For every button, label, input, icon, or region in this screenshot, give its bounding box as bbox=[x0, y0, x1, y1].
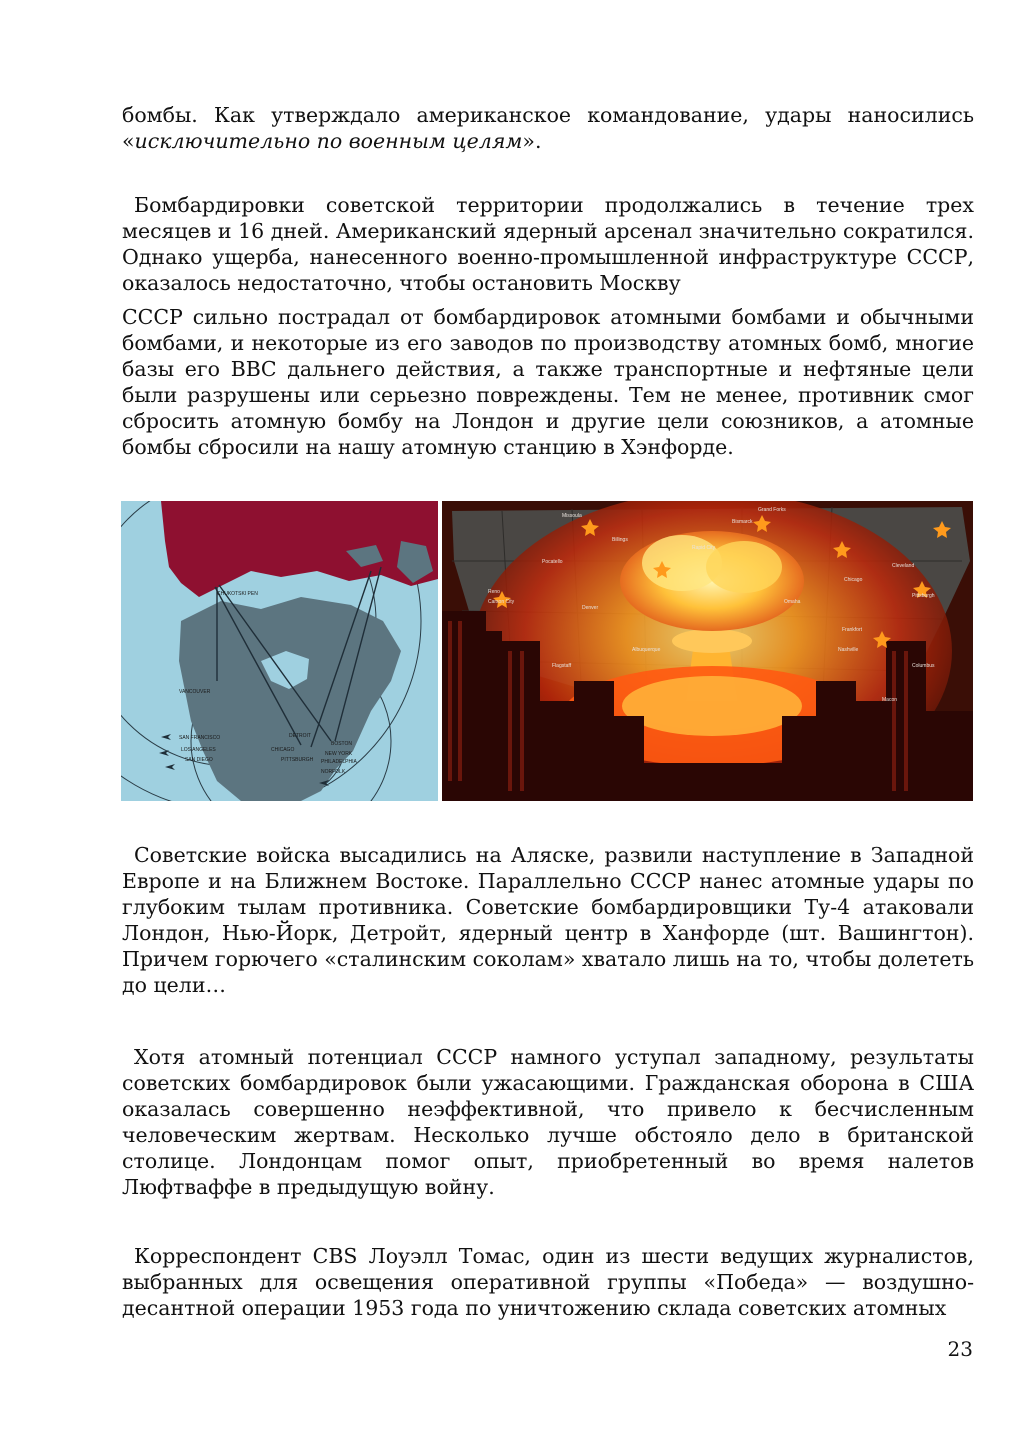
attack-label-denver: Denver bbox=[582, 605, 599, 611]
strike-routes-map bbox=[121, 501, 438, 801]
attack-label-grand-forks: Grand Forks bbox=[758, 507, 786, 513]
attack-label-cleveland: Cleveland bbox=[892, 563, 915, 569]
map-label-chicago: CHICAGO bbox=[271, 747, 295, 753]
paragraph-1 bbox=[122, 102, 974, 154]
paragraph-1-emphasis: исключительно по военным целям bbox=[134, 129, 523, 153]
map-label-philadelphia: PHILADELPHIA bbox=[321, 759, 357, 765]
attack-label-frankfort: Frankfort bbox=[842, 627, 863, 633]
attack-label-pocatello: Pocatello bbox=[542, 559, 563, 565]
attack-label-flagstaff: Flagstaff bbox=[552, 663, 572, 669]
attack-label-reno: Reno bbox=[488, 589, 500, 595]
attack-label-nashville: Nashville bbox=[838, 647, 859, 653]
attack-label-chicago: Chicago bbox=[844, 577, 863, 583]
paragraph-4: Советские войска высадились на Аляске, развили наступление в Западной Европе и на Ближнем Востоке. Параллельно СССР нанес атомные удары по глубоким тылам противника. Советские бомбардировщики Ту-4 атаковали Лондон, Нью-Йорк, Детройт, ядерный центр в Ханфорде (шт. Вашингтон). Причем горючего «сталинским соколам» хватало лишь на то, чтобы долететь до цели… bbox=[122, 843, 974, 997]
map-label-pittsburgh: PITTSBURGH bbox=[281, 757, 314, 763]
attack-label-columbus: Columbus bbox=[912, 663, 935, 669]
paragraph-1-after: ». bbox=[522, 129, 542, 153]
map-label-detroit: DETROIT bbox=[289, 733, 311, 739]
attack-label-bismarck: Bismarck bbox=[732, 519, 753, 525]
map-label-chukotski: CHUKOTSKI PEN bbox=[217, 591, 258, 597]
paragraph-2: Бомбардировки советской территории продолжались в течение трех месяцев и 16 дней. Американский ядерный арсенал значительно сократился. Однако ущерба, нанесенного военно-промышленной инфраструктуре СССР, оказалось недостаточно, чтобы остановить Москву bbox=[122, 193, 974, 295]
map-label-los-angeles: LOS ANGELES bbox=[181, 747, 216, 753]
map-label-new-york: NEW YORK bbox=[325, 751, 353, 757]
attack-label-omaha: Omaha bbox=[784, 599, 801, 605]
page-number: 23 bbox=[947, 1337, 973, 1361]
paragraph-6: Корреспондент CBS Лоуэлл Томас, один из шести ведущих журналистов, выбранных для освещения оперативной группы «Победа» — воздушно-десантной операции 1953 года по уничтожению склада советских атомных bbox=[122, 1244, 974, 1320]
map-label-vancouver: VANCOUVER bbox=[179, 689, 211, 695]
map-label-san-francisco: SAN FRANCISCO bbox=[179, 735, 221, 741]
paragraph-5: Хотя атомный потенциал СССР намного уступал западному, результаты советских бомбардировок были ужасающими. Гражданская оборона в США оказалась совершенно неэффективной, что привело к бесчисленным человеческим жертвам. Несколько лучше обстояло дело в британской столице. Лондонцам помог опыт, приобретенный во время налетов Люфтваффе в предыдущую войну. bbox=[122, 1045, 974, 1199]
attack-label-rapid-city: Rapid City bbox=[692, 545, 716, 551]
attack-label-albuquerque: Albuquerque bbox=[632, 647, 661, 653]
paragraph-1-before: бомбы. Как утверждало американское командование, удары наносились « bbox=[122, 103, 974, 153]
attack-label-missoula: Missoula bbox=[562, 513, 582, 519]
paragraph-3: СССР сильно пострадал от бомбардировок атомными бомбами и обычными бомбами, и некоторые из его заводов по производству атомных бомб, многие базы его ВВС дальнего действия, а также транспортные и нефтяные цели были разрушены или серьезно повреждены. Тем не менее, противник смог сбросить атомную бомбу на Лондон и другие цели союзников, а атомные бомбы сбросили на нашу атомную станцию в Хэнфорде. bbox=[122, 305, 974, 459]
map-label-norfolk: NORFOLK bbox=[321, 769, 346, 775]
nuclear-attack-illustration bbox=[442, 501, 973, 801]
attack-label-pittsburgh: Pittsburgh bbox=[912, 593, 935, 599]
attack-label-billings: Billings bbox=[612, 537, 628, 543]
map-label-san-diego: SAN DIEGO bbox=[185, 757, 213, 763]
attack-label-macon: Macon bbox=[882, 697, 898, 703]
map-label-boston: BOSTON bbox=[331, 741, 353, 747]
attack-label-carson-city: Carson City bbox=[488, 599, 515, 605]
